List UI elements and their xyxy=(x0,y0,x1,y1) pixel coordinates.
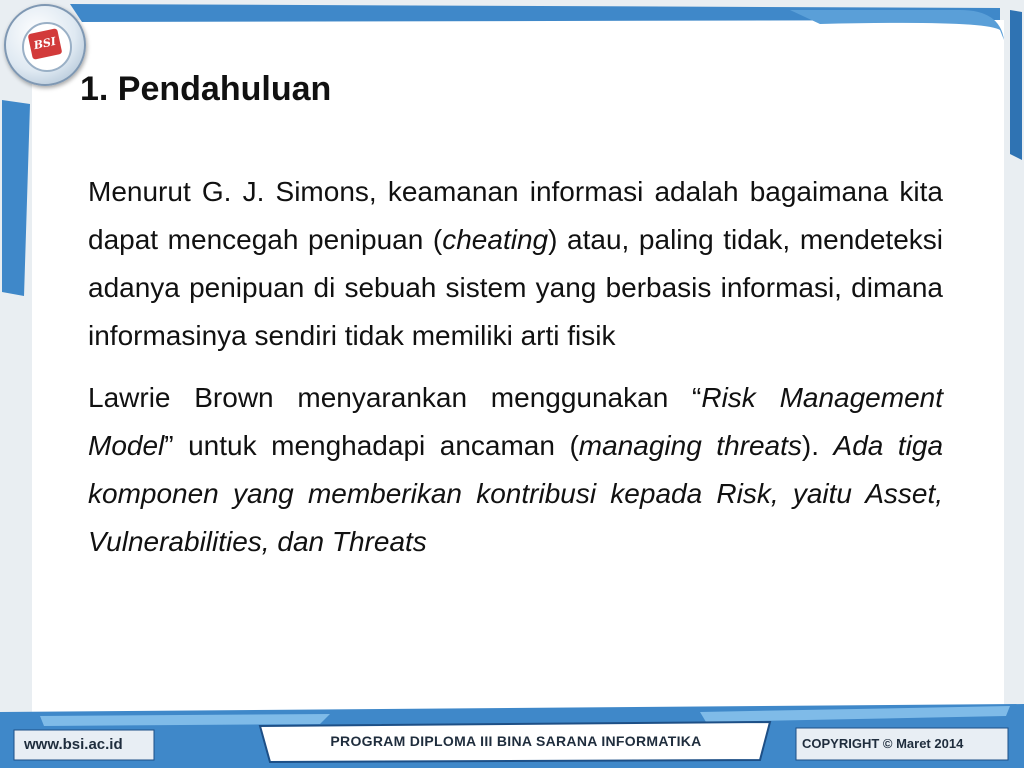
p1-cheating: cheating xyxy=(442,224,549,255)
p2-text-a: Lawrie Brown menyarankan menggunakan “ xyxy=(88,382,702,413)
frame-left-bar xyxy=(2,100,30,296)
frame-right-bar xyxy=(1010,10,1022,160)
footer-website: www.bsi.ac.id xyxy=(24,736,123,753)
slide-content xyxy=(88,168,943,566)
p2-managing-threats: managing threats xyxy=(578,430,802,461)
bsi-logo-icon xyxy=(4,4,86,86)
frame-bottom-shine xyxy=(40,714,330,726)
p2-text-c: ). xyxy=(801,430,834,461)
p2-risk-model: Risk Management Model xyxy=(88,382,943,461)
p1-text-a: Menurut G. J. Simons, keamanan informasi adalah bagaimana kita dapat mencegah penipuan ( xyxy=(88,176,943,255)
logo-mark: BSI xyxy=(28,28,63,60)
footer-copyright: COPYRIGHT © Maret 2014 xyxy=(802,736,964,751)
footer-program: PROGRAM DIPLOMA III BINA SARANA INFORMATIKA xyxy=(330,733,702,749)
paragraph-brown xyxy=(88,374,943,566)
p2-italic-tail: Ada tiga komponen yang memberikan kontribusi kepada Risk, yaitu Asset, Vulnerabilities, dan Threats xyxy=(88,430,944,557)
p1-text-b: ) atau, paling tidak, mendeteksi adanya penipuan di sebuah sistem yang berbasis informasi, dimana informasinya sendiri tidak memiliki arti fisik xyxy=(88,224,944,351)
paragraph-simons xyxy=(88,168,943,360)
p2-text-b: ” untuk menghadapi ancaman ( xyxy=(164,430,579,461)
slide-title: 1. Pendahuluan xyxy=(80,70,332,108)
